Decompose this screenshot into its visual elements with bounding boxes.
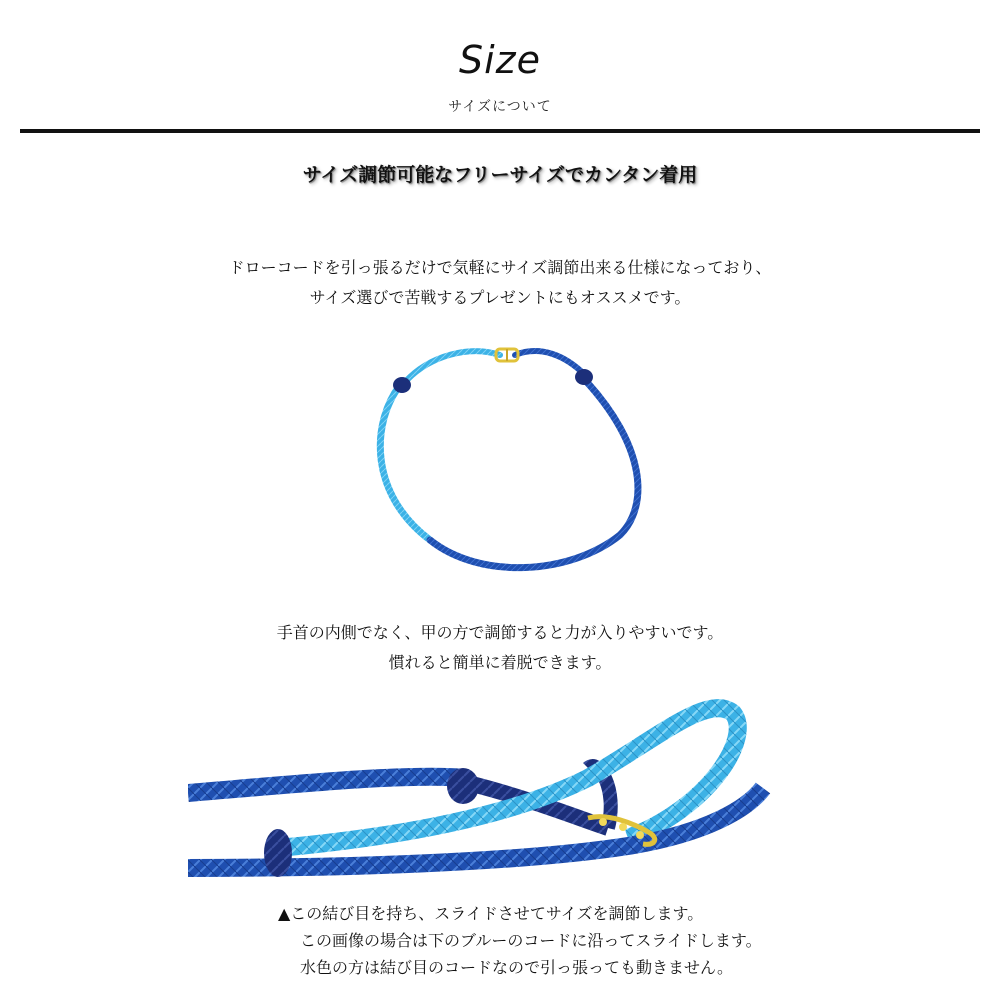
cord-dark-bottom: [430, 380, 638, 568]
cord-light-left: [380, 385, 430, 540]
intro-line-1: ドローコードを引っ張るだけで気軽にサイズ調節出来る仕様になっており、: [228, 258, 772, 277]
tip-line-1: 手首の内側でなく、甲の方で調節すると力が入りやすいです。: [276, 623, 724, 642]
note-line-3: 水色の方は結び目のコードなので引っ張っても動きません。: [300, 958, 733, 977]
bracelet-loop-photo: [360, 335, 650, 595]
knot-right: [575, 369, 593, 385]
knot-upper: [447, 768, 479, 804]
knot-lower: [264, 829, 292, 877]
tip-paragraph: [0, 618, 1000, 678]
cord-dark-top: [515, 351, 585, 375]
page-title: Size: [458, 38, 541, 82]
tip-line-2: 慣れると簡単に着脱できます。: [388, 653, 612, 672]
cord-light-top: [405, 351, 500, 382]
feature-headline: サイズ調節可能なフリーサイズでカンタン着用: [302, 164, 698, 186]
upper-dark-cord: [188, 777, 468, 793]
intro-line-2: サイズ選びで苦戦するプレゼントにもオススメです。: [309, 288, 691, 307]
knot-left: [393, 377, 411, 393]
adjustment-note: [278, 900, 838, 981]
section-divider: [20, 129, 980, 133]
note-line-2: この画像の場合は下のブルーのコードに沿ってスライドします。: [300, 931, 762, 950]
intro-paragraph: [0, 253, 1000, 313]
page-subtitle: サイズについて: [448, 99, 552, 115]
note-line-1: ▲この結び目を持ち、スライドさせてサイズを調節します。: [278, 904, 704, 923]
knot-closeup-photo: [188, 698, 810, 890]
